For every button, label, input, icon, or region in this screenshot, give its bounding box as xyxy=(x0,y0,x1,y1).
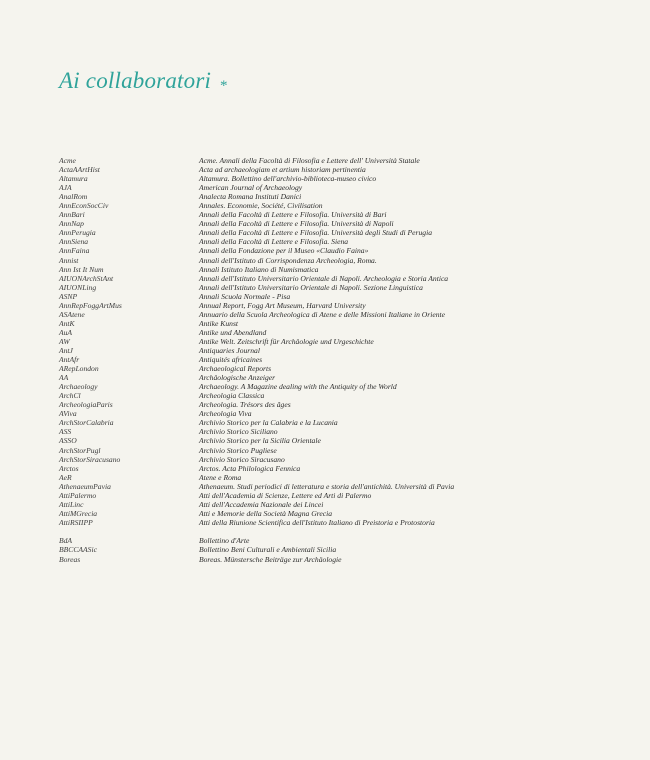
list-item xyxy=(59,500,619,509)
abbreviation: AnalRom xyxy=(59,192,88,202)
abbreviation: ARepLondon xyxy=(59,364,99,374)
full-title: Archeologia Classica xyxy=(199,391,265,401)
full-title: Atene e Roma xyxy=(199,472,242,482)
full-title: Annali Scuola Normale - Pisa xyxy=(199,291,291,301)
full-title: Annali della Facoltà di Lettere e Filosofia. Siena xyxy=(199,237,349,247)
list-item xyxy=(59,545,619,554)
list-item xyxy=(59,156,619,165)
list-item xyxy=(59,228,619,237)
full-title: Atti dell'Accademia Nazionale dei Lincei xyxy=(199,499,324,509)
abbreviation: ASNP xyxy=(59,291,78,301)
list-item xyxy=(59,427,619,436)
full-title: Archaeological Reports xyxy=(199,364,272,374)
full-title: Atti e Memorie della Società Magna Grecia xyxy=(199,508,332,518)
full-title: Antike und Abendland xyxy=(199,327,267,337)
list-item xyxy=(59,310,619,319)
full-title: Antike Kunst xyxy=(199,318,239,328)
full-title: Archivio Storico Siciliano xyxy=(199,427,278,437)
list-item xyxy=(59,337,619,346)
abbreviation: AeR xyxy=(59,472,72,482)
full-title: Annali dell'Istituto Universitario Orientale di Napoli. Sezione Linguistica xyxy=(199,282,423,292)
full-title: Antiquités africaines xyxy=(199,355,263,365)
full-title: Annali dell'Istituto Universitario Orientale di Napoli. Archeologia e Storia Antica xyxy=(199,273,449,283)
abbreviation: AttiMGrecia xyxy=(59,508,98,518)
abbreviation: AttiRSIIPP xyxy=(59,517,93,527)
list-item xyxy=(59,518,619,527)
abbreviation: Boreas xyxy=(59,554,81,564)
abbreviation: AnnSiena xyxy=(59,237,89,247)
page-title: Ai collaboratori xyxy=(59,68,212,93)
abbreviation: AuA xyxy=(59,327,73,337)
full-title: Archeologia Viva xyxy=(199,409,252,419)
list-item xyxy=(59,555,619,564)
list-item xyxy=(59,464,619,473)
abbreviation: ArchCl xyxy=(59,391,81,401)
asterisk-mark: * xyxy=(220,78,228,94)
list-item xyxy=(59,482,619,491)
abbreviation: ActaAArtHist xyxy=(59,165,100,175)
full-title: Analecta Romana Instituti Danici xyxy=(199,192,302,202)
full-title: Annali della Facoltà di Lettere e Filosofia. Università degli Studi di Perugia xyxy=(199,228,432,238)
abbreviation: Archaeology xyxy=(59,382,98,392)
full-title: Atti dell'Academia di Scienze, Lettere ed Arti di Palermo xyxy=(199,490,372,500)
list-item xyxy=(59,382,619,391)
full-title: Athenaeum. Studi periodici di letteratura e storia dell'antichità. Università di Pavia xyxy=(199,481,455,491)
full-title: Archeologia. Trésors des âges xyxy=(199,400,291,410)
full-title: Archaeology. A Magazine dealing with the Antiquity of the World xyxy=(199,382,397,392)
abbreviation: BBCCAASic xyxy=(59,545,97,555)
list-item xyxy=(59,210,619,219)
full-title: Annuario della Scuola Archeologica di Atene e delle Missioni Italiane in Oriente xyxy=(199,309,445,319)
abbreviation: ArchStorPugl xyxy=(59,445,101,455)
full-title: Bollettino d'Arte xyxy=(199,536,250,546)
full-title: Acme. Annali della Facoltà di Filosofia e Lettere dell' Università Statale xyxy=(199,156,420,165)
list-item xyxy=(59,328,619,337)
list-item xyxy=(59,165,619,174)
full-title: Archivio Storico per la Sicilia Orientale xyxy=(199,436,321,446)
section-gap xyxy=(59,527,619,537)
full-title: Atti della Riunione Scientifica dell'Istituto Italiano di Preistoria e Protostoria xyxy=(199,517,435,527)
list-item xyxy=(59,274,619,283)
abbreviation: AIUONLing xyxy=(59,282,97,292)
abbreviation: AttiLinc xyxy=(59,499,84,509)
full-title: Annali della Fondazione per il Museo «Claudio Faina» xyxy=(199,246,369,256)
list-item xyxy=(59,391,619,400)
list-item xyxy=(59,192,619,201)
full-title: Antike Welt. Zeitschrift für Archäologie und Urgeschichte xyxy=(199,336,374,346)
full-title: Archivio Storico Siracusano xyxy=(199,454,285,464)
abbreviation: AnnRepFoggArtMus xyxy=(59,300,122,310)
list-item xyxy=(59,418,619,427)
abbreviation: AIUONArchStAnt xyxy=(59,273,114,283)
full-title: Annali Istituto Italiano di Numismatica xyxy=(199,264,319,274)
abbreviation: AntAfr xyxy=(59,355,80,365)
list-item xyxy=(59,346,619,355)
list-item xyxy=(59,174,619,183)
full-title: Archivio Storico per la Calabria e la Lucania xyxy=(199,418,338,428)
full-title: Boreas. Münstersche Beiträge zur Archäologie xyxy=(199,554,342,564)
full-title: Altamura. Bollettino dell'archivio-biblioteca-museo civico xyxy=(199,174,377,184)
full-title: Annales. Economie, Société, Civilisation xyxy=(199,201,323,211)
full-title: Antiquaries Journal xyxy=(199,345,260,355)
abbreviation: Acme xyxy=(59,156,76,165)
list-item xyxy=(59,201,619,210)
list-item xyxy=(59,473,619,482)
list-item xyxy=(59,219,619,228)
abbreviation: Arctos xyxy=(59,463,79,473)
list-item xyxy=(59,292,619,301)
abbreviation: AW xyxy=(59,336,70,346)
abbreviation: AA xyxy=(59,373,69,383)
abbreviation: Annist xyxy=(59,255,79,265)
full-title: Acta ad archaeologiam et artium historiam pertinentia xyxy=(199,165,366,175)
full-title: Archäologische Anzeiger xyxy=(199,373,276,383)
list-item xyxy=(59,237,619,246)
list-item xyxy=(59,283,619,292)
list-item xyxy=(59,446,619,455)
full-title: Annual Report, Fogg Art Museum, Harvard University xyxy=(199,300,366,310)
list-item xyxy=(59,436,619,445)
list-item xyxy=(59,373,619,382)
list-item xyxy=(59,364,619,373)
abbreviation: AViva xyxy=(59,409,77,419)
abbreviation: AnnPerugia xyxy=(59,228,96,238)
full-title: Annali della Facoltà di Lettere e Filosofia. Università di Napoli xyxy=(199,219,394,229)
full-title: Bollettino Beni Culturali e Ambientali Sicilia xyxy=(199,545,337,555)
list-item xyxy=(59,246,619,255)
full-title: Annali dell'Istituto di Corrispondenza Archeologia, Roma. xyxy=(199,255,377,265)
list-item xyxy=(59,536,619,545)
list-item xyxy=(59,400,619,409)
abbreviation: ArchStorSiracusano xyxy=(59,454,121,464)
full-title: Archivio Storico Pugliese xyxy=(199,445,277,455)
full-title: Annali della Facoltà di Lettere e Filosofia. Università di Bari xyxy=(199,210,387,220)
abbreviation: ASS xyxy=(59,427,72,437)
list-item xyxy=(59,183,619,192)
abbreviation: ArchStorCalabria xyxy=(59,418,114,428)
list-item xyxy=(59,301,619,310)
full-title: Arctos. Acta Philologica Fennica xyxy=(199,463,301,473)
abbreviation: Ann Ist It Num xyxy=(59,264,104,274)
abbreviation: ASAtene xyxy=(59,309,85,319)
abbreviation: AntJ xyxy=(59,345,73,355)
abbreviation: AntK xyxy=(59,318,75,328)
abbreviation: BdA xyxy=(59,536,73,546)
list-item xyxy=(59,265,619,274)
abbreviation: ArcheologiaParis xyxy=(59,400,113,410)
abbreviation: AnnFaina xyxy=(59,246,90,256)
abbreviation: AthenaeumPavia xyxy=(59,481,111,491)
abbreviation: AnnBari xyxy=(59,210,85,220)
abbreviation: AnnNap xyxy=(59,219,84,229)
abbreviation: ASSO xyxy=(59,436,77,446)
list-item xyxy=(59,319,619,328)
abbreviations-list xyxy=(59,156,619,564)
abbreviation: AJA xyxy=(59,183,72,193)
list-item xyxy=(59,355,619,364)
list-item xyxy=(59,509,619,518)
abbreviation: AnnEconSocCiv xyxy=(59,201,109,211)
full-title: American Journal of Archaeology xyxy=(199,183,303,193)
list-item xyxy=(59,409,619,418)
list-item xyxy=(59,256,619,265)
list-item xyxy=(59,491,619,500)
abbreviation: AttiPalermo xyxy=(59,490,97,500)
list-item xyxy=(59,455,619,464)
abbreviation: Altamura xyxy=(59,174,88,184)
